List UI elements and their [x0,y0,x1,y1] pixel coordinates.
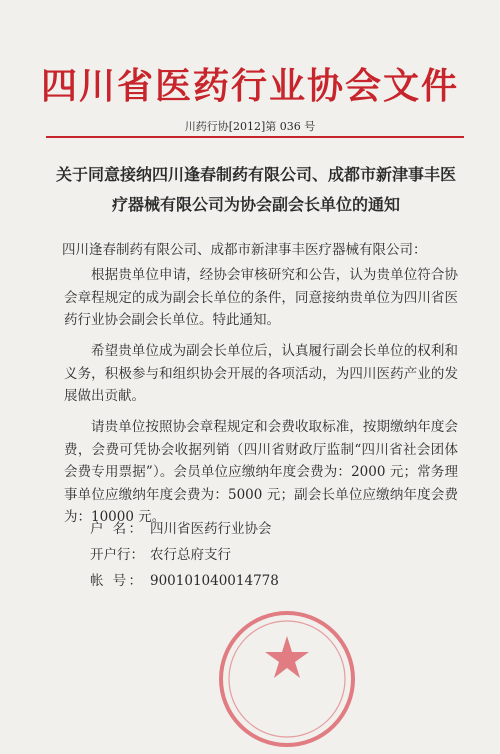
official-seal-stamp [212,604,362,754]
account-name-label: 户 名： [90,521,142,537]
body-paragraph-3: 请贵单位按照协会章程规定和会费收取标准，按期缴纳年度会费，会费可凭协会收据列销（四川省财政厅监制“四川省社会团体会费专用票据”）。会员单位应缴纳年度会费为：2000 元；常务理事单位应缴纳年度会费为：5000 元；副会长单位应缴纳年度会费为：10000 元。 [64,419,458,525]
account-number-label: 帐 号： [90,573,142,589]
account-number-row [90,570,279,592]
notice-title [56,160,456,220]
notice-title-line-2: 疗器械有限公司为协会副会长单位的通知 [111,195,400,214]
body-paragraph-2: 希望贵单位成为副会长单位后，认真履行副会长单位的权利和义务，积极参与和组织协会开展的各项活动，为四川医药产业的发展做出贡献。 [64,343,458,404]
account-bank-label: 开户行： [90,547,144,563]
account-bank-value: 农行总府支行 [150,547,231,563]
header-divider [46,136,464,138]
salutation: 四川逢春制药有限公司、成都市新津事丰医疗器械有限公司： [62,242,427,258]
account-bank-row [90,544,231,566]
document-number: 川药行协[2012]第 036 号 [184,120,316,133]
document-header-title: 四川省医药行业协会文件 [40,66,459,107]
notice-title-line-1: 关于同意接纳四川逢春制药有限公司、成都市新津事丰医 [56,165,457,184]
account-name-row [90,518,272,540]
account-number-value: 900101040014778 [150,573,279,589]
body-paragraph-1: 根据贵单位申请，经协会审核研究和公告，认为贵单位符合协会章程规定的成为副会长单位的条件，同意接纳贵单位为四川省医药行业协会副会长单位。特此通知。 [64,267,458,328]
account-name-value: 四川省医药行业协会 [150,521,272,537]
